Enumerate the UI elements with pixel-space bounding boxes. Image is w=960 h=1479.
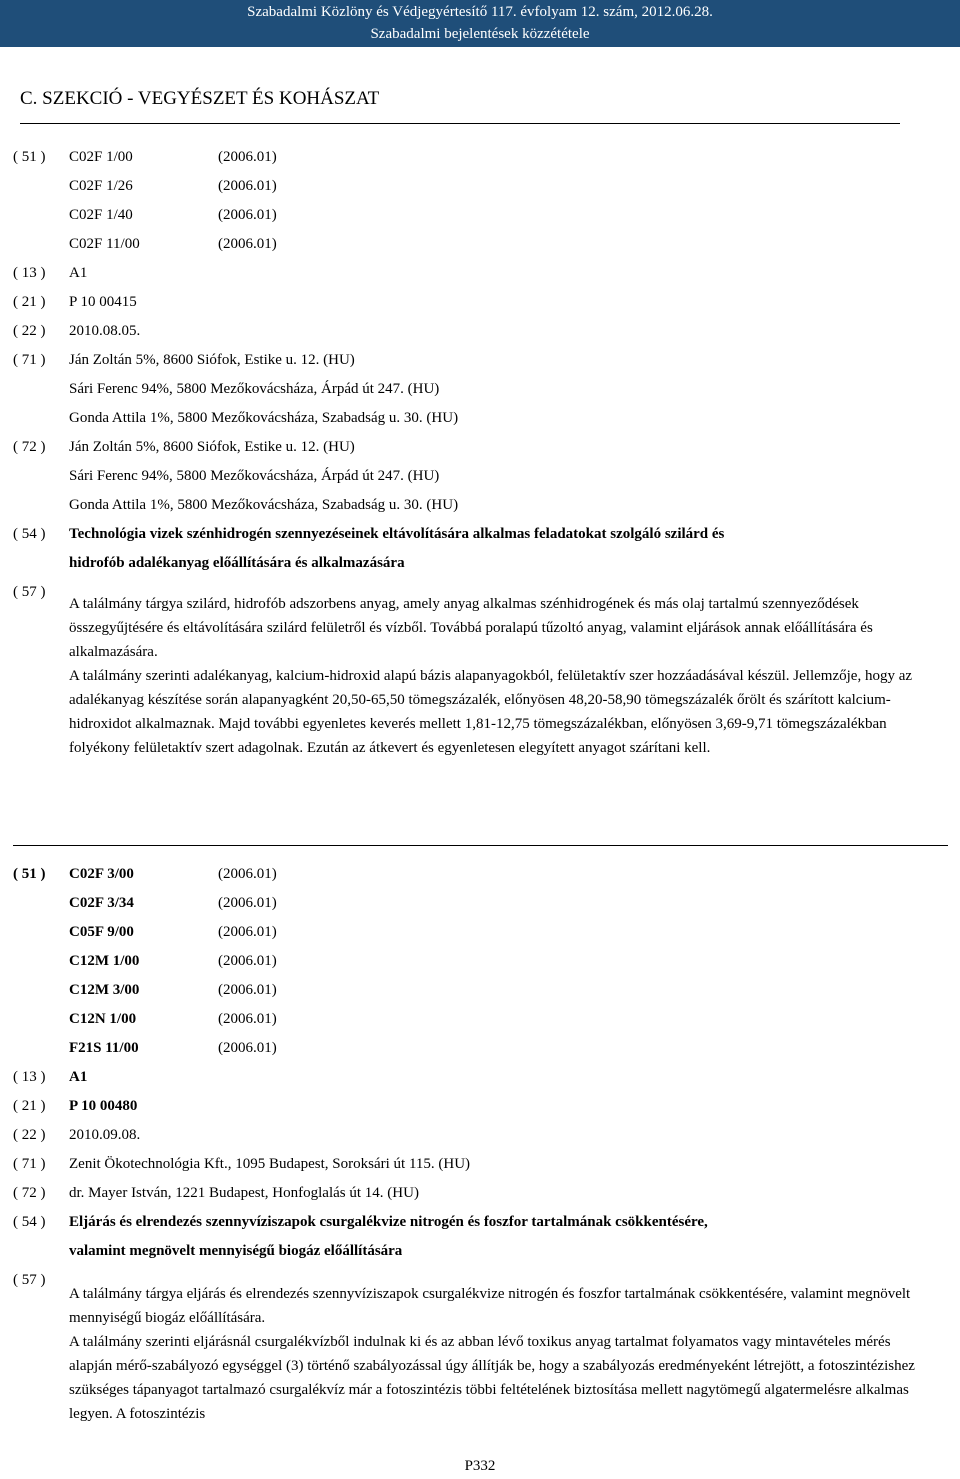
inventor-row [13,491,948,520]
journal-title: Szabadalmi Közlöny és Védjegyértesítő 117. évfolyam 12. szám, 2012.06.28. [247,4,713,20]
ipc-code: C02F 1/26 [69,178,133,194]
ipc-date: (2006.01) [218,236,277,252]
ipc-code: C05F 9/00 [69,924,134,940]
inventor: Gonda Attila 1%, 5800 Mezőkovácsháza, Szabadság u. 30. (HU) [69,497,459,513]
inid-21: ( 21 ) [13,294,46,310]
inventor: Sári Ferenc 94%, 5800 Mezőkovácsháza, Árpád út 247. (HU) [69,468,440,484]
ipc-code: C02F 11/00 [69,236,140,252]
ipc-date: (2006.01) [218,1040,277,1056]
ipc-date: (2006.01) [218,178,277,194]
inid-22: ( 22 ) [13,323,46,339]
abstract [69,592,929,760]
inid-57: ( 57 ) [13,584,46,600]
ipc-date: (2006.01) [218,866,277,882]
kind-row [13,259,948,288]
ipc-code: C12N 1/00 [69,1011,137,1027]
applicant-row [13,346,948,375]
date-row [13,317,948,346]
inventor-row [13,433,948,462]
section-title: C. SZEKCIÓ - VEGYÉSZET ÉS KOHÁSZAT [20,88,380,109]
class-row [13,947,948,976]
inventor: dr. Mayer István, 1221 Budapest, Honfoglalás út 14. (HU) [69,1185,419,1201]
filing-date: 2010.08.05. [69,323,141,339]
inventor: Ján Zoltán 5%, 8600 Siófok, Estike u. 12. (HU) [69,439,355,455]
applicant: Ján Zoltán 5%, 8600 Siófok, Estike u. 12. (HU) [69,352,355,368]
class-row [13,201,948,230]
class-row [13,918,948,947]
title-row [13,1208,948,1266]
abstract-paragraph: A találmány tárgya szilárd, hidrofób adszorbens anyag, amely anyag alkalmas szénhidrogének és más olaj tartalmú szennyeződések összegyűjtésére és eltávolítására szilárd felületről és vízből. Továbbá poralapú tűzoltó anyag, valamint eljárások annak előállítására és alkalmazására. [69,596,873,660]
title-row [13,520,948,578]
ipc-code: C12M 1/00 [69,953,140,969]
inid-54: ( 54 ) [13,526,46,542]
abstract-paragraph: A találmány tárgya eljárás és elrendezés szennyvíziszapok csurgalékvize nitrogén és foszfor tartalmának csökkentésére, valamint megnövelt mennyiségű biogáz előállítására. [69,1286,911,1326]
class-row [13,1005,948,1034]
ipc-date: (2006.01) [218,207,277,223]
inid-57: ( 57 ) [13,1272,46,1288]
inid-51: ( 51 ) [13,149,46,165]
class-row [13,976,948,1005]
inventor-row [13,1179,948,1208]
section-subtitle: Szabadalmi bejelentések közzététele [370,26,590,42]
kind-code: A1 [69,1069,88,1085]
class-row [13,143,948,172]
patent-entry-1 [13,143,948,756]
applicant: Zenit Ökotechnológia Kft., 1095 Budapest, Soroksári út 115. (HU) [69,1156,471,1172]
inid-71: ( 71 ) [13,352,46,368]
entry-divider [13,845,948,846]
ipc-code: C02F 3/00 [69,866,134,882]
class-row [13,172,948,201]
number-row [13,288,948,317]
inid-72: ( 72 ) [13,1185,46,1201]
page-header [0,0,960,47]
ipc-code: C02F 1/00 [69,149,133,165]
kind-code: A1 [69,265,88,281]
ipc-date: (2006.01) [218,895,277,911]
applicant: Gonda Attila 1%, 5800 Mezőkovácsháza, Szabadság u. 30. (HU) [69,410,459,426]
inid-72: ( 72 ) [13,439,46,455]
invention-title [69,520,889,578]
inid-21: ( 21 ) [13,1098,46,1114]
ipc-code: C12M 3/00 [69,982,140,998]
title-line: hidrofób adalékanyag előállítására és alkalmazására [69,555,405,571]
kind-row [13,1063,948,1092]
ipc-date: (2006.01) [218,924,277,940]
title-line: valamint megnövelt mennyiségű biogáz előállítására [69,1243,403,1259]
ipc-date: (2006.01) [218,149,277,165]
abstract-paragraph: A találmány szerinti adalékanyag, kalcium-hidroxid alapú bázis alapanyagokból, felületaktív szer hozzáadásával készül. Jellemzője, hogy az adalékanyag készítése során alapanyagként 20,50-65,50 tömegszázalék, előnyösen 48,20-58,90 tömegszázalék őrölt és szárított kalcium-hidroxidot alkalmaznak. Majd további egyenletes keverés mellett 1,81-12,75 tömegszázalékban, előnyösen 3,69-9,71 tömegszázalékban folyékony felületaktív szert adagolnak. Ezután az átkevert és egyenletesen elegyített anyagot szárítani kell. [69,668,913,756]
patent-entry-2 [13,860,948,1422]
inid-13: ( 13 ) [13,265,46,281]
applicant-row [13,404,948,433]
ipc-date: (2006.01) [218,1011,277,1027]
ipc-code: C02F 1/40 [69,207,133,223]
inventor-row [13,462,948,491]
applicant-row [13,375,948,404]
applicant-row [13,1150,948,1179]
abstract-paragraph: A találmány szerinti eljárásnál csurgalékvízből indulnak ki és az abban lévő toxikus anyag tartalmat folyamatos vagy mintavételes mérés alapján mérő-szabályozó egységgel (3) történő szabályozással úgy állítják be, hogy a szabályozás eredményeként létrejött, a fotoszintézishez szükséges tápanyagot tartalmazó csurgalékvíz már a fotoszintézis többi feltételének biztosítása mellett nagytömegű algatermelésre alkalmas legyen. A fotoszintézis [69,1334,915,1422]
inid-54: ( 54 ) [13,1214,46,1230]
inid-13: ( 13 ) [13,1069,46,1085]
class-row [13,230,948,259]
class-row [13,1034,948,1063]
class-row [13,860,948,889]
number-row [13,1092,948,1121]
abstract [69,1282,929,1426]
ipc-date: (2006.01) [218,982,277,998]
filing-date: 2010.09.08. [69,1127,141,1143]
section-divider [20,123,900,124]
date-row [13,1121,948,1150]
inid-71: ( 71 ) [13,1156,46,1172]
application-number: P 10 00480 [69,1098,138,1114]
inid-51: ( 51 ) [13,866,46,882]
inid-22: ( 22 ) [13,1127,46,1143]
title-line: Eljárás és elrendezés szennyvíziszapok csurgalékvize nitrogén és foszfor tartalmának csökkentésére, [69,1214,708,1230]
page-number: P332 [464,1458,496,1474]
application-number: P 10 00415 [69,294,137,310]
ipc-code: F21S 11/00 [69,1040,139,1056]
invention-title [69,1208,889,1266]
class-row [13,889,948,918]
ipc-date: (2006.01) [218,953,277,969]
ipc-code: C02F 3/34 [69,895,134,911]
title-line: Technológia vizek szénhidrogén szennyezéseinek eltávolítására alkalmas feladatokat szolgáló szilárd és [69,526,725,542]
applicant: Sári Ferenc 94%, 5800 Mezőkovácsháza, Árpád út 247. (HU) [69,381,440,397]
